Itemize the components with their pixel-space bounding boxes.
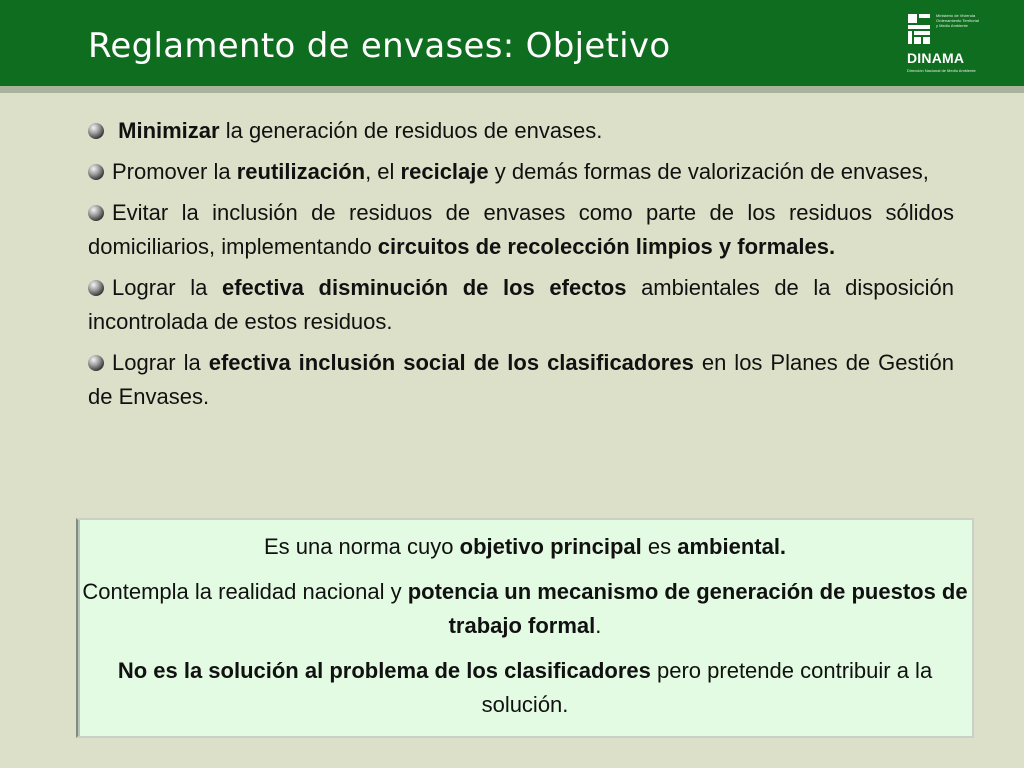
logo-subtitle: Dirección Nacional de Medio Ambiente: [907, 68, 976, 73]
text-run: , el: [365, 159, 401, 184]
logo-brand: DINAMA: [907, 50, 965, 66]
summary-text: [78, 530, 972, 733]
header-divider: [0, 86, 1024, 93]
text-run: es: [641, 534, 678, 559]
text-run: la generación de residuos de envases.: [219, 118, 603, 143]
bullet-item: [88, 346, 954, 414]
text-run: pero pretende contribuir a la solución.: [481, 658, 933, 717]
summary-paragraph: [78, 575, 972, 643]
bullet-sphere-icon: [88, 280, 104, 296]
bullet-sphere-icon: [88, 123, 104, 139]
text-run: en los Planes de Gestión de Envases.: [88, 350, 954, 409]
summary-paragraph: [78, 530, 972, 564]
header-bar: [0, 0, 1024, 86]
bold-text-run: reutilización: [236, 159, 366, 184]
logo-ministry-text: Ministerio de Vivienda Ordenamiento Territorial y Medio Ambiente: [936, 13, 979, 28]
summary-paragraph: [78, 654, 972, 722]
text-run: Lograr la: [112, 275, 222, 300]
dinama-logo: [904, 10, 1004, 80]
bold-text-run: objetivo principal: [459, 534, 642, 559]
text-run: Promover la: [112, 159, 237, 184]
bold-text-run: ambiental.: [677, 534, 787, 559]
bullet-item: [88, 155, 954, 189]
summary-box: [76, 518, 974, 738]
text-run: .: [595, 613, 602, 638]
bullet-item: [88, 271, 954, 339]
text-run: y demás formas de valorización de envases,: [488, 159, 929, 184]
text-run: Es una norma cuyo: [263, 534, 460, 559]
dinama-logo-icon: [906, 12, 932, 46]
bullet-item: [88, 114, 954, 148]
text-run: ambientales de la disposición incontrolada de estos residuos.: [88, 275, 954, 334]
text-run: Evitar la inclusión de residuos de envases como parte de los residuos sólidos domiciliarios, implementando: [88, 200, 954, 259]
objective-bullet-list: [88, 114, 954, 421]
bold-text-run: No es la solución al problema de los clasificadores: [117, 658, 651, 683]
bullet-sphere-icon: [88, 164, 104, 180]
bold-text-run: potencia un mecanismo de generación de puestos de trabajo formal: [407, 579, 968, 638]
bold-text-run: efectiva inclusión social de los clasificadores: [208, 350, 694, 375]
bullet-sphere-icon: [88, 205, 104, 221]
bullet-item: [88, 196, 954, 264]
bold-text-run: reciclaje: [400, 159, 489, 184]
text-run: Lograr la: [112, 350, 209, 375]
bold-text-run: Minimizar: [118, 118, 220, 143]
bullet-sphere-icon: [88, 355, 104, 371]
text-run: Contempla la realidad nacional y: [82, 579, 408, 604]
bold-text-run: circuitos de recolección limpios y formales.: [377, 234, 836, 259]
bold-text-run: efectiva disminución de los efectos: [221, 275, 627, 300]
slide-title: Reglamento de envases: Objetivo: [88, 26, 671, 66]
